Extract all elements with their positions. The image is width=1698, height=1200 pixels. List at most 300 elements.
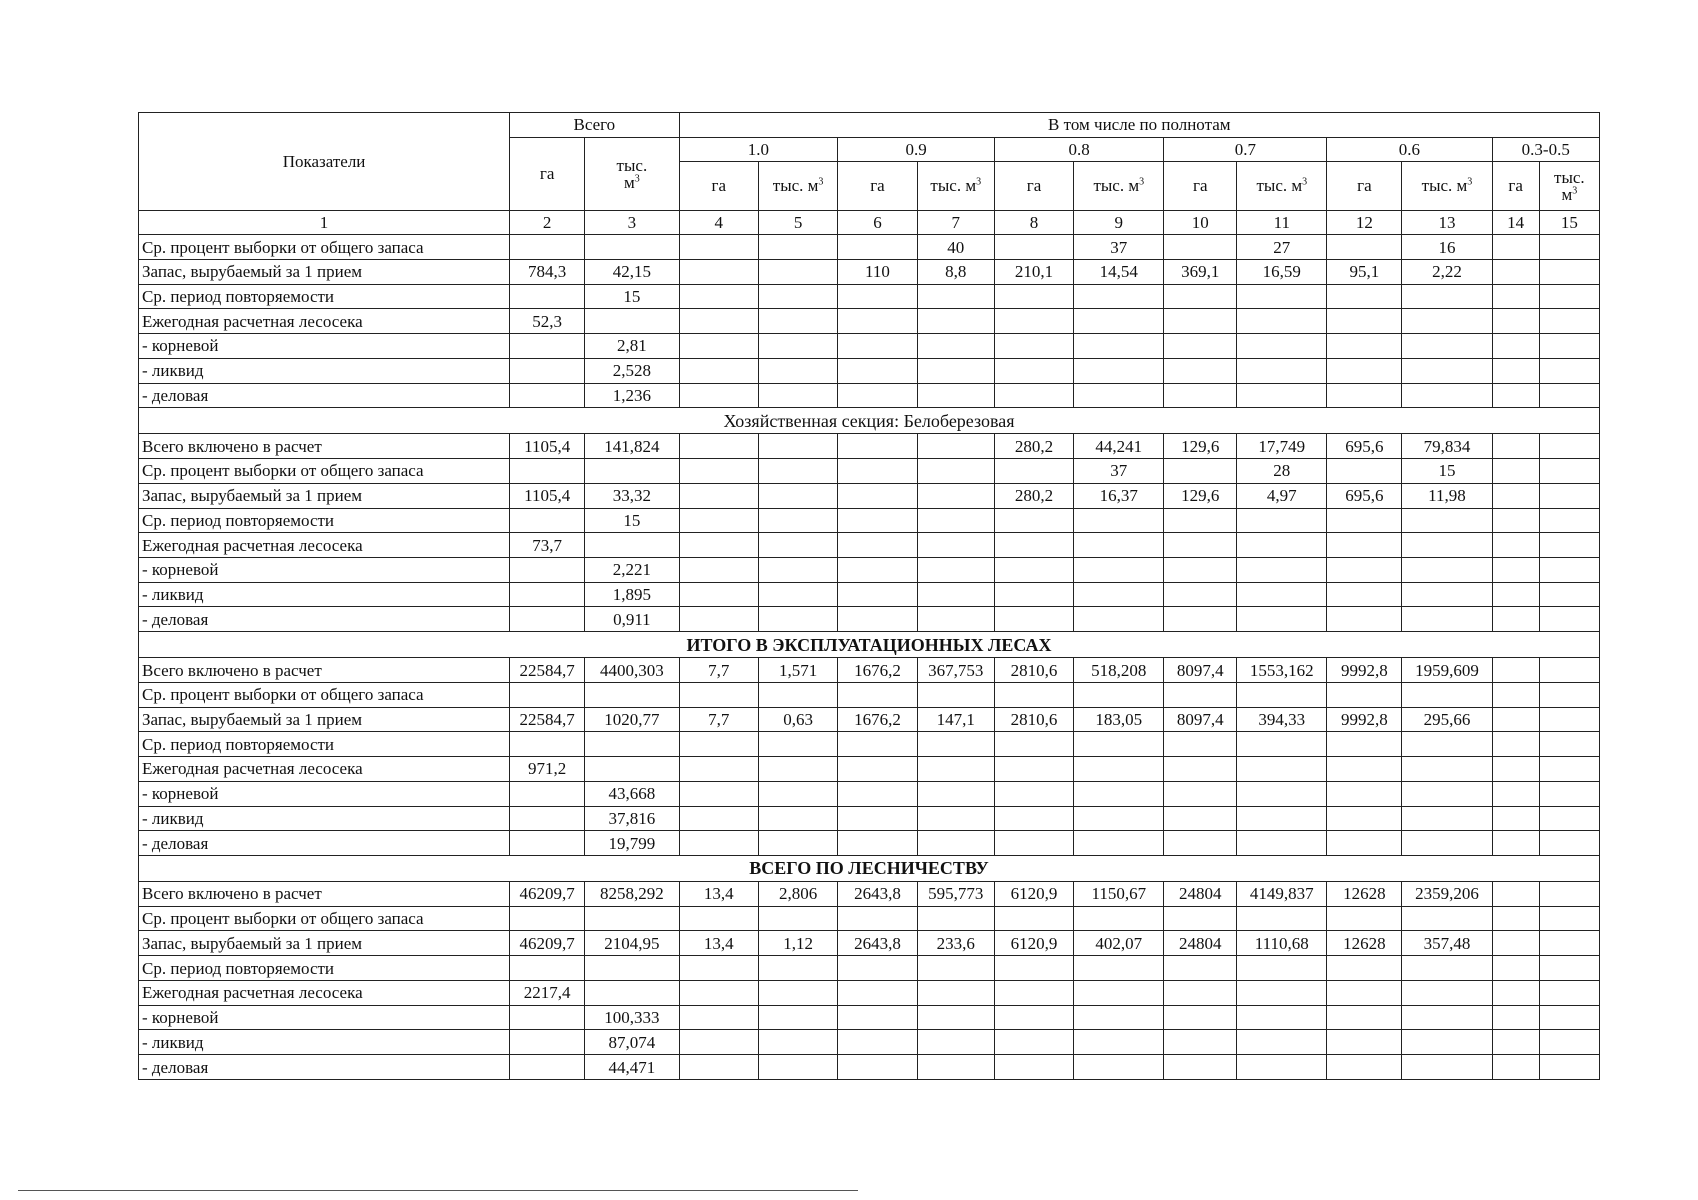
table-cell: 13,4 [679, 882, 758, 907]
table-cell [1539, 732, 1599, 757]
table-cell [510, 582, 585, 607]
table-cell [1164, 682, 1237, 707]
footer-rule [18, 1190, 858, 1191]
table-cell [1327, 980, 1402, 1005]
header-unit-km3 [1402, 162, 1492, 210]
table-cell [994, 557, 1073, 582]
column-number: 3 [585, 210, 679, 235]
table-row [139, 658, 1600, 683]
table-cell [758, 508, 837, 533]
row-label: Запас, вырубаемый за 1 прием [139, 707, 510, 732]
table-cell [1402, 980, 1492, 1005]
table-cell [838, 235, 917, 260]
row-label: - ликвид [139, 358, 510, 383]
table-cell: 79,834 [1402, 434, 1492, 459]
table-row [139, 334, 1600, 359]
table-cell: 13,4 [679, 931, 758, 956]
header-unit-km3 [1237, 162, 1327, 210]
table-cell [838, 980, 917, 1005]
table-cell [1237, 980, 1327, 1005]
table-cell [1164, 806, 1237, 831]
table-cell [585, 459, 679, 484]
table-row [139, 358, 1600, 383]
table-cell [1074, 309, 1164, 334]
column-number: 6 [838, 210, 917, 235]
table-cell [917, 284, 994, 309]
column-number: 11 [1237, 210, 1327, 235]
table-cell [1492, 557, 1539, 582]
table-cell [1237, 334, 1327, 359]
table-cell [679, 383, 758, 408]
table-cell [758, 1030, 837, 1055]
table-cell: 24804 [1164, 882, 1237, 907]
column-number: 4 [679, 210, 758, 235]
table-cell [758, 483, 837, 508]
row-label: Ежегодная расчетная лесосека [139, 757, 510, 782]
header-total-ha: га [510, 137, 585, 210]
table-cell [758, 235, 837, 260]
table-cell [1539, 956, 1599, 981]
table-cell [838, 358, 917, 383]
table-cell [1164, 508, 1237, 533]
table-row [139, 682, 1600, 707]
table-row [139, 235, 1600, 260]
table-cell [917, 358, 994, 383]
table-cell [1074, 358, 1164, 383]
table-cell [1164, 1030, 1237, 1055]
unit-label: тыс. [616, 155, 648, 175]
table-cell: 52,3 [510, 309, 585, 334]
row-label: Ежегодная расчетная лесосека [139, 309, 510, 334]
table-cell [1402, 682, 1492, 707]
table-cell [1492, 284, 1539, 309]
table-cell [679, 235, 758, 260]
table-cell: 16,59 [1237, 259, 1327, 284]
table-cell: 8258,292 [585, 882, 679, 907]
table-cell [1402, 284, 1492, 309]
table-cell [1492, 383, 1539, 408]
table-cell: 2643,8 [838, 931, 917, 956]
table-cell [1164, 906, 1237, 931]
table-cell [1237, 806, 1327, 831]
row-label: Ср. процент выборки от общего запаса [139, 682, 510, 707]
table-cell: 2643,8 [838, 882, 917, 907]
table-cell [758, 434, 837, 459]
table-cell [510, 334, 585, 359]
table-cell [510, 906, 585, 931]
table-cell [994, 682, 1073, 707]
table-cell [838, 434, 917, 459]
table-row [139, 582, 1600, 607]
header-total-km3 [585, 137, 679, 210]
table-cell [510, 806, 585, 831]
table-cell: 28 [1237, 459, 1327, 484]
table-cell: 971,2 [510, 757, 585, 782]
table-cell: 37 [1074, 459, 1164, 484]
table-cell [917, 508, 994, 533]
table-cell: 110 [838, 259, 917, 284]
column-number: 12 [1327, 210, 1402, 235]
table-cell [838, 956, 917, 981]
table-cell: 8,8 [917, 259, 994, 284]
table-cell [1327, 682, 1402, 707]
header-unit-ha: га [1492, 162, 1539, 210]
table-cell [994, 334, 1073, 359]
table-cell [510, 732, 585, 757]
table-cell [510, 1030, 585, 1055]
table-cell [758, 459, 837, 484]
unit-superscript: 3 [1572, 185, 1578, 197]
table-cell [1327, 459, 1402, 484]
table-cell [1237, 1005, 1327, 1030]
table-cell: 1,571 [758, 658, 837, 683]
header-density-4: 0.7 [1164, 137, 1327, 162]
table-cell: 37 [1074, 235, 1164, 260]
table-cell [1237, 906, 1327, 931]
table-cell [510, 682, 585, 707]
table-cell: 100,333 [585, 1005, 679, 1030]
unit-label: тыс. м [930, 176, 977, 196]
table-cell [838, 682, 917, 707]
table-cell [1327, 284, 1402, 309]
table-cell [917, 557, 994, 582]
unit-superscript: 3 [1139, 176, 1145, 188]
table-cell: 367,753 [917, 658, 994, 683]
table-cell [1402, 533, 1492, 558]
table-cell [1492, 980, 1539, 1005]
table-cell [1539, 1005, 1599, 1030]
table-cell [838, 309, 917, 334]
table-cell [1074, 682, 1164, 707]
table-row [139, 284, 1600, 309]
table-cell [1402, 334, 1492, 359]
table-cell [758, 1005, 837, 1030]
header-density-6: 0.3-0.5 [1492, 137, 1599, 162]
table-cell [758, 557, 837, 582]
column-number: 7 [917, 210, 994, 235]
table-cell [679, 607, 758, 632]
table-cell [1492, 707, 1539, 732]
table-cell [1402, 906, 1492, 931]
table-cell [838, 383, 917, 408]
table-cell [1074, 557, 1164, 582]
table-cell [1492, 582, 1539, 607]
row-label: Ср. период повторяемости [139, 284, 510, 309]
table-cell [1492, 358, 1539, 383]
table-cell: 1110,68 [1237, 931, 1327, 956]
row-label: - деловая [139, 1055, 510, 1080]
row-label: - корневой [139, 781, 510, 806]
table-row [139, 956, 1600, 981]
header-unit-km3 [1539, 162, 1599, 210]
table-cell [1237, 582, 1327, 607]
table-cell [917, 607, 994, 632]
row-label: - корневой [139, 334, 510, 359]
table-cell [1074, 781, 1164, 806]
table-cell [1164, 533, 1237, 558]
table-cell [758, 980, 837, 1005]
cutting-area-table [138, 112, 1600, 1080]
unit-superscript: 3 [634, 172, 640, 184]
table-cell [1237, 358, 1327, 383]
unit-label: тыс. м [1093, 176, 1140, 196]
table-cell [1402, 1030, 1492, 1055]
table-cell [994, 956, 1073, 981]
table-cell [994, 757, 1073, 782]
unit-superscript: 3 [1467, 176, 1473, 188]
table-cell [758, 831, 837, 856]
table-cell [1237, 284, 1327, 309]
table-cell: 1553,162 [1237, 658, 1327, 683]
table-cell [679, 533, 758, 558]
table-cell [1402, 383, 1492, 408]
table-cell [1492, 334, 1539, 359]
table-cell [1074, 582, 1164, 607]
table-cell [585, 682, 679, 707]
table-cell: 2217,4 [510, 980, 585, 1005]
table-cell [1074, 831, 1164, 856]
section-title: ИТОГО В ЭКСПЛУАТАЦИОННЫХ ЛЕСАХ [139, 632, 1600, 658]
table-cell [838, 1005, 917, 1030]
table-cell [585, 533, 679, 558]
table-cell: 1676,2 [838, 707, 917, 732]
table-row [139, 980, 1600, 1005]
section-title: Хозяйственная секция: Белоберезовая [139, 408, 1600, 434]
column-number: 2 [510, 210, 585, 235]
table-cell [1327, 806, 1402, 831]
table-cell [917, 1030, 994, 1055]
section-title-row [139, 408, 1600, 434]
table-cell: 17,749 [1237, 434, 1327, 459]
table-cell [1539, 358, 1599, 383]
row-label: Ежегодная расчетная лесосека [139, 533, 510, 558]
table-cell [758, 582, 837, 607]
table-cell [1074, 1030, 1164, 1055]
table-cell [1327, 582, 1402, 607]
row-label: - деловая [139, 607, 510, 632]
table-cell [679, 956, 758, 981]
table-cell [1492, 757, 1539, 782]
table-cell: 24804 [1164, 931, 1237, 956]
table-cell [1164, 582, 1237, 607]
table-row [139, 508, 1600, 533]
unit-label: тыс. м [1256, 176, 1303, 196]
table-cell: 0,911 [585, 607, 679, 632]
table-cell: 141,824 [585, 434, 679, 459]
table-cell: 1105,4 [510, 434, 585, 459]
table-cell [994, 309, 1073, 334]
table-cell [1327, 309, 1402, 334]
table-cell [1539, 757, 1599, 782]
table-cell [679, 284, 758, 309]
table-cell: 4149,837 [1237, 882, 1327, 907]
table-cell [838, 508, 917, 533]
table-cell [917, 383, 994, 408]
table-cell [1539, 508, 1599, 533]
header-unit-ha: га [679, 162, 758, 210]
table-cell: 14,54 [1074, 259, 1164, 284]
table-cell: 147,1 [917, 707, 994, 732]
table-cell [758, 533, 837, 558]
column-number: 9 [1074, 210, 1164, 235]
table-row [139, 707, 1600, 732]
table-cell [1164, 284, 1237, 309]
row-label: - деловая [139, 831, 510, 856]
row-label: - ликвид [139, 1030, 510, 1055]
table-row [139, 459, 1600, 484]
table-cell [758, 757, 837, 782]
table-cell [1539, 459, 1599, 484]
table-cell: 12628 [1327, 882, 1402, 907]
table-cell [679, 682, 758, 707]
table-cell [1237, 508, 1327, 533]
table-cell: 394,33 [1237, 707, 1327, 732]
table-cell [679, 557, 758, 582]
table-cell [994, 235, 1073, 260]
table-cell [1327, 508, 1402, 533]
table-cell [1402, 831, 1492, 856]
column-number: 1 [139, 210, 510, 235]
table-row [139, 557, 1600, 582]
table-cell [1164, 557, 1237, 582]
unit-superscript: 3 [976, 176, 982, 188]
table-cell [1492, 806, 1539, 831]
table-cell [917, 1055, 994, 1080]
table-cell [1492, 1030, 1539, 1055]
table-cell [994, 582, 1073, 607]
unit-label: м [1561, 184, 1573, 204]
table-cell [510, 956, 585, 981]
column-number: 5 [758, 210, 837, 235]
table-cell [1164, 358, 1237, 383]
table-cell: 22584,7 [510, 707, 585, 732]
table-cell [1164, 980, 1237, 1005]
table-cell [679, 781, 758, 806]
table-cell: 0,63 [758, 707, 837, 732]
table-cell [838, 781, 917, 806]
table-cell [1492, 781, 1539, 806]
table-cell [1539, 1055, 1599, 1080]
table-cell: 183,05 [1074, 707, 1164, 732]
table-cell [1237, 383, 1327, 408]
table-cell [917, 309, 994, 334]
table-cell [1327, 831, 1402, 856]
row-label: Ср. процент выборки от общего запаса [139, 235, 510, 260]
table-cell [1327, 383, 1402, 408]
table-cell [1237, 607, 1327, 632]
table-cell: 2,221 [585, 557, 679, 582]
table-cell [1492, 831, 1539, 856]
header-density-5: 0.6 [1327, 137, 1492, 162]
table-cell: 695,6 [1327, 483, 1402, 508]
table-cell [1327, 607, 1402, 632]
row-label: - деловая [139, 383, 510, 408]
table-cell [994, 781, 1073, 806]
table-cell: 1676,2 [838, 658, 917, 683]
table-cell [1237, 757, 1327, 782]
table-cell: 15 [585, 508, 679, 533]
table-cell [1492, 533, 1539, 558]
table-row [139, 383, 1600, 408]
document-page [138, 112, 1600, 1080]
table-cell [1327, 358, 1402, 383]
table-cell [758, 956, 837, 981]
table-cell: 7,7 [679, 707, 758, 732]
table-cell [1492, 508, 1539, 533]
table-cell [758, 259, 837, 284]
table-cell [1402, 508, 1492, 533]
table-cell: 4400,303 [585, 658, 679, 683]
table-cell: 129,6 [1164, 483, 1237, 508]
table-cell [1164, 757, 1237, 782]
table-cell: 233,6 [917, 931, 994, 956]
table-cell [1539, 781, 1599, 806]
table-cell [1074, 732, 1164, 757]
table-cell [1492, 309, 1539, 334]
table-cell [1539, 707, 1599, 732]
table-cell [679, 757, 758, 782]
table-cell [994, 533, 1073, 558]
table-cell [1492, 658, 1539, 683]
table-cell [994, 284, 1073, 309]
table-cell [917, 806, 994, 831]
table-cell [679, 582, 758, 607]
table-cell [1327, 956, 1402, 981]
table-cell [679, 806, 758, 831]
table-cell [917, 956, 994, 981]
table-cell [585, 235, 679, 260]
table-cell [1327, 1055, 1402, 1080]
table-cell: 8097,4 [1164, 658, 1237, 683]
table-cell [1492, 906, 1539, 931]
header-unit-ha: га [994, 162, 1073, 210]
table-cell [1539, 682, 1599, 707]
row-label: Запас, вырубаемый за 1 прием [139, 259, 510, 284]
table-cell [758, 607, 837, 632]
table-cell: 7,7 [679, 658, 758, 683]
table-cell: 9992,8 [1327, 658, 1402, 683]
table-cell [917, 582, 994, 607]
unit-label: тыс. м [772, 176, 819, 196]
row-label: - корневой [139, 1005, 510, 1030]
table-cell: 1105,4 [510, 483, 585, 508]
table-cell: 9992,8 [1327, 707, 1402, 732]
header-row-column-numbers [139, 210, 1600, 235]
table-cell [510, 1005, 585, 1030]
table-cell: 2104,95 [585, 931, 679, 956]
table-cell [1327, 533, 1402, 558]
table-cell: 33,32 [585, 483, 679, 508]
table-row [139, 882, 1600, 907]
table-cell [585, 980, 679, 1005]
table-cell [917, 1005, 994, 1030]
table-cell [679, 732, 758, 757]
unit-label: м [623, 172, 635, 192]
table-cell [758, 383, 837, 408]
table-cell [1539, 533, 1599, 558]
table-cell: 1,12 [758, 931, 837, 956]
row-label: Ср. процент выборки от общего запаса [139, 906, 510, 931]
table-cell [994, 607, 1073, 632]
header-density-2: 0.9 [838, 137, 995, 162]
row-label: Ср. период повторяемости [139, 956, 510, 981]
table-cell [917, 682, 994, 707]
table-cell [1402, 358, 1492, 383]
table-cell [994, 831, 1073, 856]
row-label: Ср. процент выборки от общего запаса [139, 459, 510, 484]
table-cell [838, 732, 917, 757]
table-cell [1327, 1005, 1402, 1030]
